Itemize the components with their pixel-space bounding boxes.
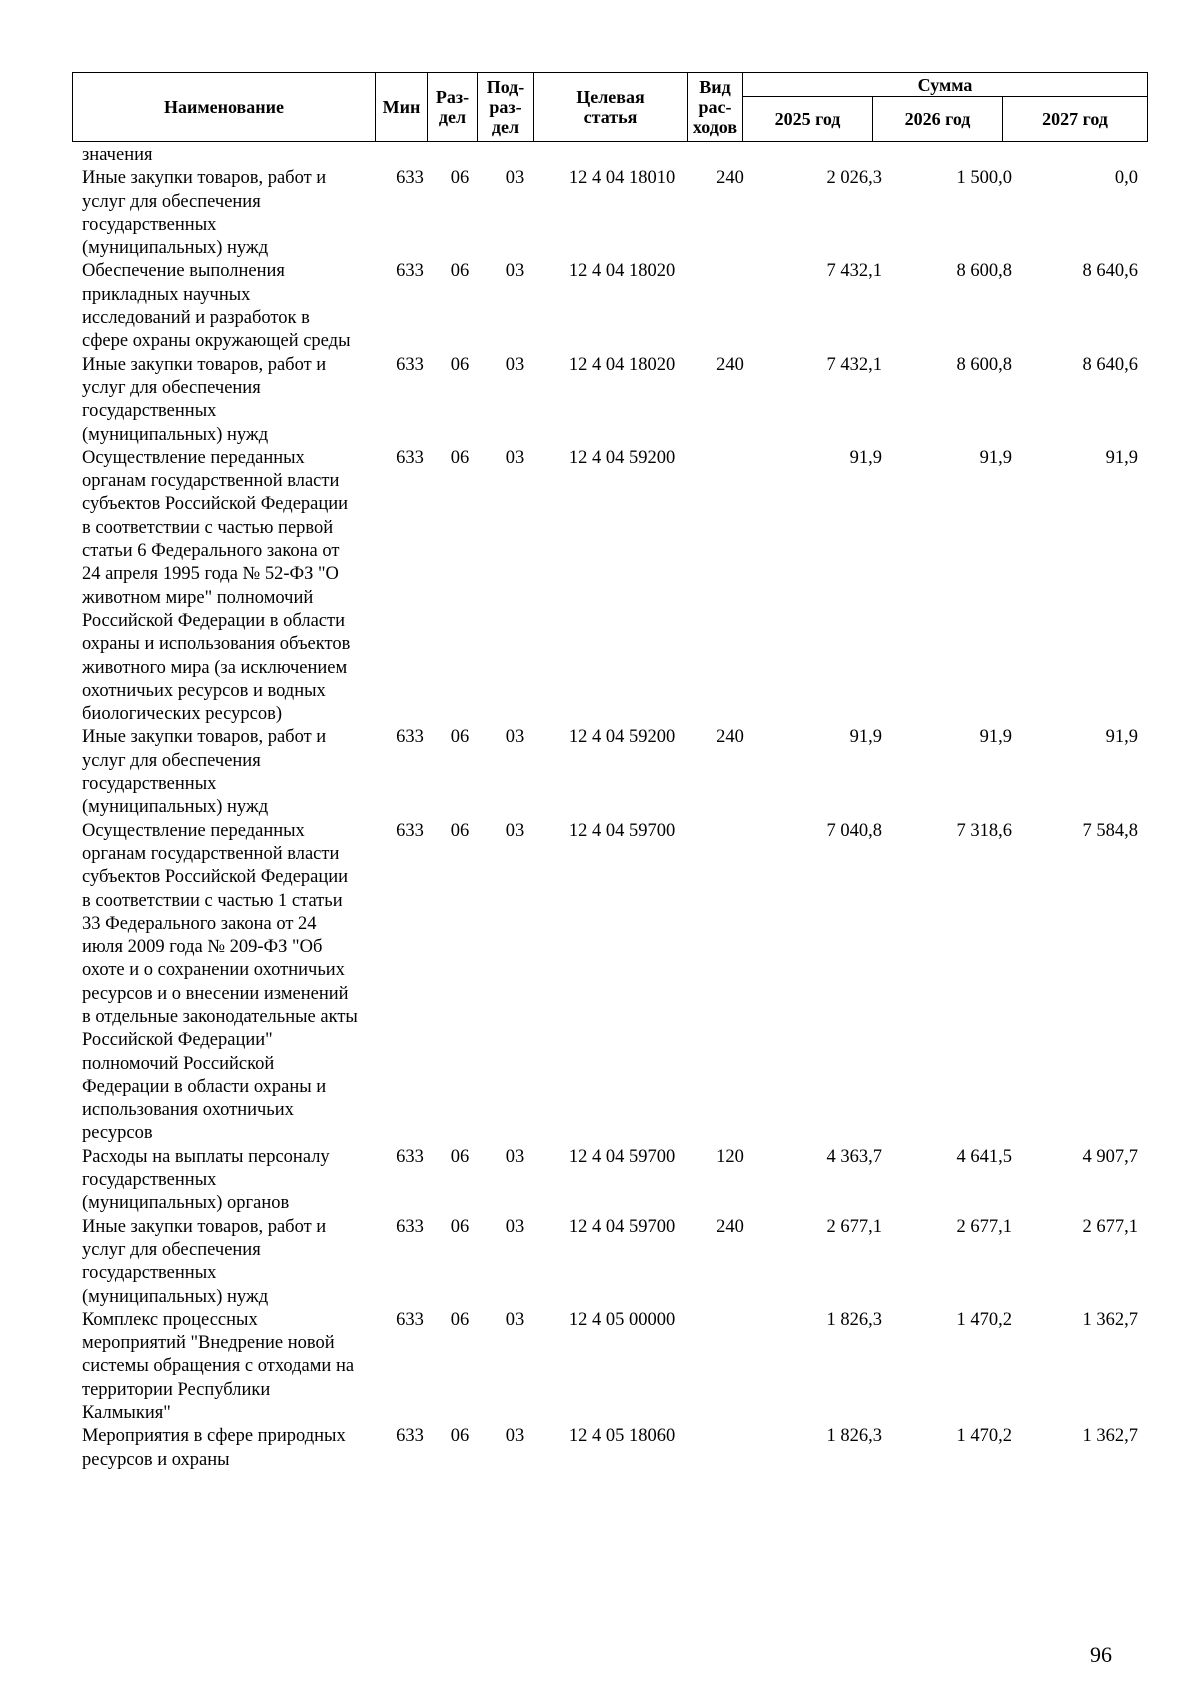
page-number: 96 [1090, 1642, 1112, 1667]
row-vid: 120 [716, 1146, 744, 1167]
row-name: значения [82, 145, 153, 165]
row-celevaya: 12 4 05 18060 [568, 1426, 676, 1447]
row-min: 633 [396, 1309, 424, 1330]
table-header [72, 72, 1148, 142]
row-2027: 91,9 [1105, 447, 1138, 468]
row-name: Осуществление переданных органам государственной власти субъектов Российской Федерации в соответствии с частью 1 статьи 33 Федерального закона от 24 июля 2009 года № 209-ФЗ "Об охоте и о сохранении охотничьих ресурсов и о внесении изменений в отдельные законодательные акты Российской Федерации" полномочий Российской Федерации в области охраны и использования охотничьих ресурсов [82, 820, 358, 1144]
row-min: 633 [396, 727, 424, 748]
row-name: Иные закупки товаров, работ и услуг для обеспечения государственных (муниципальных) нужд [82, 1216, 327, 1307]
header-razdel: Раз- дел [427, 72, 478, 142]
row-2025: 91,9 [849, 727, 882, 748]
header-celevaya: Целевая статья [533, 72, 688, 142]
header-min: Мин [375, 72, 428, 142]
header-name: Наименование [72, 72, 376, 142]
row-2027: 2 677,1 [1082, 1216, 1138, 1237]
row-vid: 240 [716, 727, 744, 748]
row-name: Иные закупки товаров, работ и услуг для обеспечения государственных (муниципальных) нужд [82, 727, 327, 818]
row-podrazdel: 03 [505, 1146, 525, 1167]
row-2025: 7 432,1 [826, 354, 882, 375]
row-2027: 7 584,8 [1082, 820, 1138, 841]
header-2026: 2026 год [872, 96, 1003, 142]
row-2026: 91,9 [979, 727, 1012, 748]
row-vid: 240 [716, 1216, 744, 1237]
row-celevaya: 12 4 04 59200 [568, 447, 676, 468]
row-2025: 7 040,8 [826, 820, 882, 841]
row-razdel: 06 [450, 168, 470, 189]
header-summa: Сумма [742, 72, 1148, 97]
row-name: Комплекс процессных мероприятий "Внедрение новой системы обращения с отходами на территории Республики Калмыкия" [82, 1309, 355, 1424]
row-podrazdel: 03 [505, 820, 525, 841]
row-2027: 4 907,7 [1082, 1146, 1138, 1167]
row-razdel: 06 [450, 820, 470, 841]
row-razdel: 06 [450, 1426, 470, 1447]
row-2025: 91,9 [849, 447, 882, 468]
row-name: Иные закупки товаров, работ и услуг для обеспечения государственных (муниципальных) нужд [82, 168, 327, 259]
row-razdel: 06 [450, 1146, 470, 1167]
row-2026: 7 318,6 [956, 820, 1012, 841]
row-min: 633 [396, 261, 424, 282]
table-row [72, 1216, 1148, 1309]
row-podrazdel: 03 [505, 447, 525, 468]
row-2027: 8 640,6 [1082, 261, 1138, 282]
header-podrazdel: Под- раз- дел [477, 72, 534, 142]
row-2025: 7 432,1 [826, 261, 882, 282]
table-row [72, 260, 1148, 353]
table-row [72, 1309, 1148, 1425]
row-podrazdel: 03 [505, 727, 525, 748]
table-body [72, 144, 1148, 1472]
table-row [72, 726, 1148, 819]
row-razdel: 06 [450, 354, 470, 375]
row-podrazdel: 03 [505, 168, 525, 189]
row-razdel: 06 [450, 1309, 470, 1330]
row-celevaya: 12 4 05 00000 [568, 1309, 676, 1330]
row-2027: 0,0 [1114, 168, 1138, 189]
row-min: 633 [396, 1146, 424, 1167]
row-name: Иные закупки товаров, работ и услуг для обеспечения государственных (муниципальных) нужд [82, 354, 327, 445]
header-2025: 2025 год [742, 96, 873, 142]
row-celevaya: 12 4 04 18010 [568, 168, 676, 189]
row-2026: 8 600,8 [956, 261, 1012, 282]
row-2026: 4 641,5 [956, 1146, 1012, 1167]
row-vid: 240 [716, 354, 744, 375]
row-podrazdel: 03 [505, 1309, 525, 1330]
row-2027: 1 362,7 [1082, 1309, 1138, 1330]
row-2025: 2 026,3 [826, 168, 882, 189]
row-2026: 91,9 [979, 447, 1012, 468]
row-min: 633 [396, 1216, 424, 1237]
row-2025: 1 826,3 [826, 1309, 882, 1330]
row-2026: 1 500,0 [956, 168, 1012, 189]
table-row [72, 144, 1148, 167]
row-podrazdel: 03 [505, 261, 525, 282]
row-name: Обеспечение выполнения прикладных научных исследований и разработок в сфере охраны окружающей среды [82, 261, 351, 352]
row-celevaya: 12 4 04 59700 [568, 1146, 676, 1167]
row-2026: 8 600,8 [956, 354, 1012, 375]
row-name: Осуществление переданных органам государственной власти субъектов Российской Федерации в соответствии с частью первой статьи 6 Федерального закона от 24 апреля 1995 года № 52-ФЗ "О животном мире" полномочий Российской Федерации в области охраны и использования объектов животного мира (за исключением охотничьих ресурсов и водных биологических ресурсов) [82, 447, 351, 725]
row-2027: 91,9 [1105, 727, 1138, 748]
header-vid: Вид рас- ходов [687, 72, 743, 142]
row-min: 633 [396, 168, 424, 189]
row-min: 633 [396, 354, 424, 375]
row-podrazdel: 03 [505, 1216, 525, 1237]
table-row [72, 1146, 1148, 1216]
row-razdel: 06 [450, 447, 470, 468]
row-min: 633 [396, 447, 424, 468]
row-2026: 1 470,2 [956, 1426, 1012, 1447]
row-2026: 1 470,2 [956, 1309, 1012, 1330]
row-min: 633 [396, 1426, 424, 1447]
row-2027: 1 362,7 [1082, 1426, 1138, 1447]
row-razdel: 06 [450, 727, 470, 748]
row-2025: 4 363,7 [826, 1146, 882, 1167]
table-row [72, 820, 1148, 1146]
row-podrazdel: 03 [505, 354, 525, 375]
table-row [72, 167, 1148, 260]
row-celevaya: 12 4 04 59200 [568, 727, 676, 748]
row-celevaya: 12 4 04 59700 [568, 820, 676, 841]
row-podrazdel: 03 [505, 1426, 525, 1447]
row-2026: 2 677,1 [956, 1216, 1012, 1237]
row-name: Расходы на выплаты персоналу государственных (муниципальных) органов [82, 1146, 330, 1214]
row-celevaya: 12 4 04 18020 [568, 261, 676, 282]
row-celevaya: 12 4 04 18020 [568, 354, 676, 375]
row-2025: 1 826,3 [826, 1426, 882, 1447]
row-name: Мероприятия в сфере природных ресурсов и охраны [82, 1426, 346, 1470]
header-2027: 2027 год [1002, 96, 1148, 142]
table-row [72, 447, 1148, 727]
row-celevaya: 12 4 04 59700 [568, 1216, 676, 1237]
row-vid: 240 [716, 168, 744, 189]
table-row [72, 1425, 1148, 1472]
row-2025: 2 677,1 [826, 1216, 882, 1237]
row-min: 633 [396, 820, 424, 841]
row-razdel: 06 [450, 261, 470, 282]
row-razdel: 06 [450, 1216, 470, 1237]
table-row [72, 354, 1148, 447]
row-2027: 8 640,6 [1082, 354, 1138, 375]
